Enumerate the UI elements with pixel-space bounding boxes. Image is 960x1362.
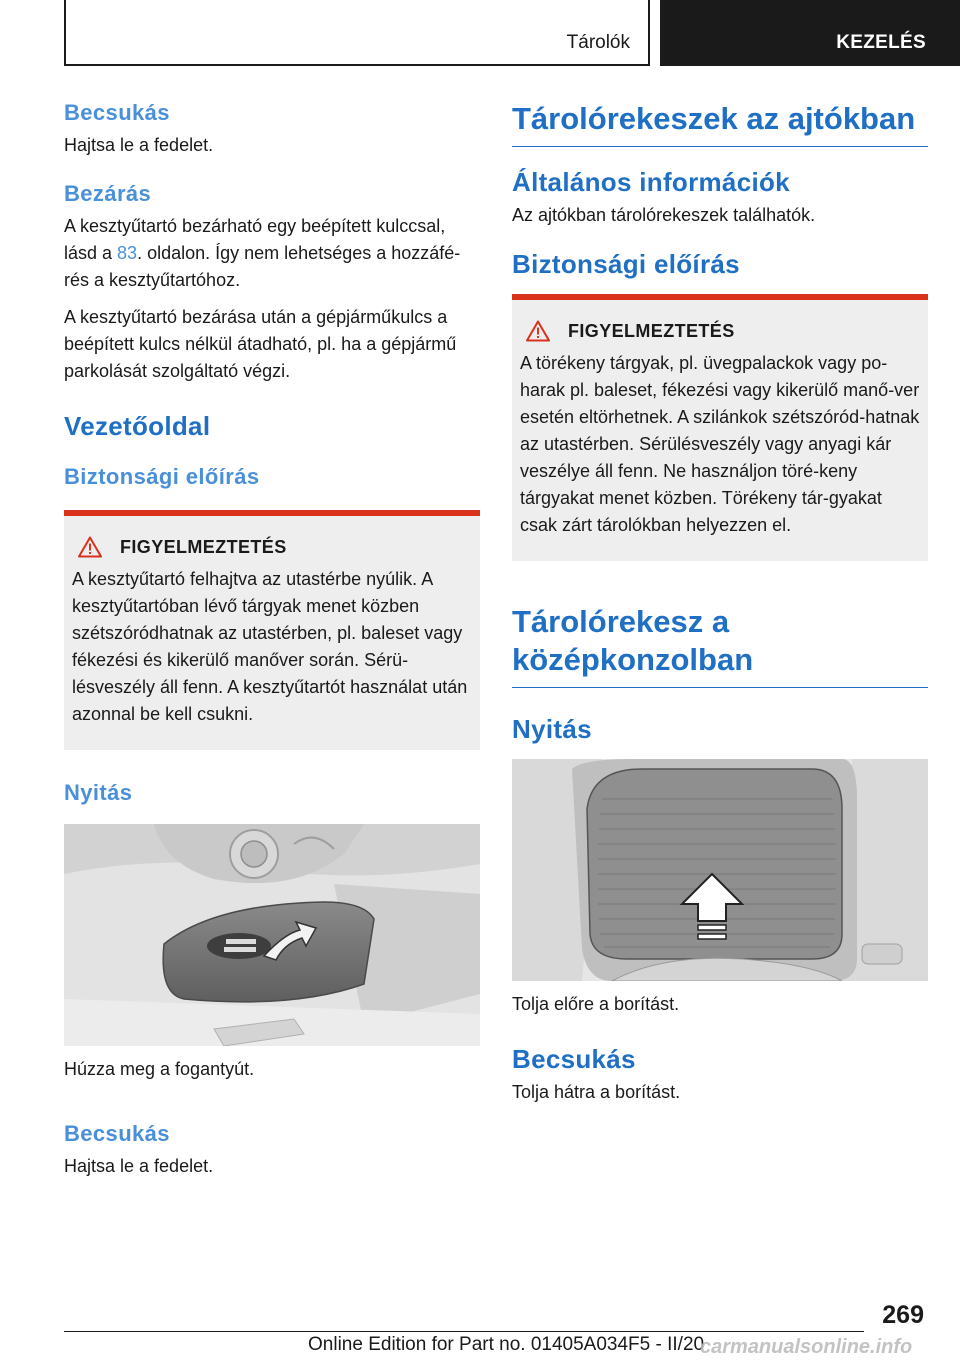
- left-open-caption: Húzza meg a fogantyút.: [64, 1059, 255, 1079]
- console-heading: Tárolórekesz a középkonzolban: [512, 603, 928, 688]
- general-info-heading: Általános információk: [512, 167, 790, 197]
- page-number: 269: [882, 1301, 924, 1329]
- page-ref-link[interactable]: 83: [117, 243, 138, 263]
- left-warning-box: [64, 510, 480, 750]
- right-warning-text: A törékeny tárgyak, pl. üvegpalackok vagy po-harak pl. baleset, fékezési vagy kikerülő manő-ver esetén eltörhetnek. A szilánkok szétszóród-hatnak az utastérben. Sérülésveszély vagy anyagi kár veszélye áll fenn. Ne használjon töré-keny tárgyakat menet közben. Törékeny tár-gyakat csak zárt tárolókban helyezzen el.: [520, 353, 920, 535]
- header-section-title: Tárolók: [566, 32, 630, 53]
- left-safety-heading: Biztonsági előírás: [64, 464, 260, 489]
- right-safety-heading: Biztonsági előírás: [512, 249, 740, 279]
- lock-heading: Bezárás: [64, 181, 152, 206]
- close1-heading: Becsukás: [64, 100, 170, 125]
- left-warning-title: FIGYELMEZTETÉS: [120, 536, 287, 557]
- lock-paragraph-2: A kesztyűtartó bezárása után a gépjárműkulcs a beépített kulcs nélkül átadható, pl. ha a gépjármű parkolását szolgáltató végzi.: [64, 307, 457, 381]
- right-open-caption: Tolja előre a borítást.: [512, 994, 680, 1014]
- header-section-box: [64, 0, 650, 66]
- warning-triangle-icon: [78, 536, 102, 558]
- driver-side-heading: Vezetőoldal: [64, 411, 211, 441]
- left-open-heading: Nyitás: [64, 780, 133, 805]
- right-close-heading: Becsukás: [512, 1044, 636, 1074]
- lock-paragraph: [64, 213, 480, 294]
- footer-divider: [64, 1331, 864, 1332]
- left-warning-text: A kesztyűtartó felhajtva az utastérbe nyúlik. A kesztyűtartóban lévő tárgyak menet közben szétszóródhatnak az utastérben, pl. baleset vagy fékezési és kikerülő manőver során. Sérü-lésveszély áll fenn. A kesztyűtartót használat után azonnal be kell csukni.: [72, 569, 468, 724]
- header-chapter-tab: [660, 0, 960, 66]
- close2-text: Hajtsa le a fedelet.: [64, 1156, 214, 1176]
- console-illustration: [512, 759, 928, 981]
- right-warning-box: [512, 294, 928, 561]
- right-warning-title: FIGYELMEZTETÉS: [568, 320, 735, 341]
- right-open-heading: Nyitás: [512, 714, 592, 744]
- watermark: carmanualsonline.info: [700, 1336, 913, 1358]
- footer-edition: Online Edition for Part no. 01405A034F5 - II/20: [308, 1334, 705, 1355]
- lock-text-b: . oldalon. Így nem lehetséges a hozzáfé-rés a kesztyűtartóhoz.: [64, 243, 461, 290]
- header-chapter-title: KEZELÉS: [836, 32, 926, 53]
- close2-heading: Becsukás: [64, 1121, 170, 1146]
- glovebox-illustration: [64, 824, 480, 1046]
- doors-heading: Tárolórekeszek az ajtókban: [512, 100, 928, 147]
- lock-text-a: A kesztyűtartó bezárható egy beépített kulccsal, lásd a: [64, 216, 446, 263]
- close1-text: Hajtsa le a fedelet.: [64, 135, 214, 155]
- right-column: [512, 100, 928, 1106]
- right-close-text: Tolja hátra a borítást.: [512, 1082, 681, 1102]
- left-column: [64, 100, 480, 1180]
- warning-triangle-icon: [526, 320, 550, 342]
- general-info-text: Az ajtókban tárolórekeszek találhatók.: [512, 205, 816, 225]
